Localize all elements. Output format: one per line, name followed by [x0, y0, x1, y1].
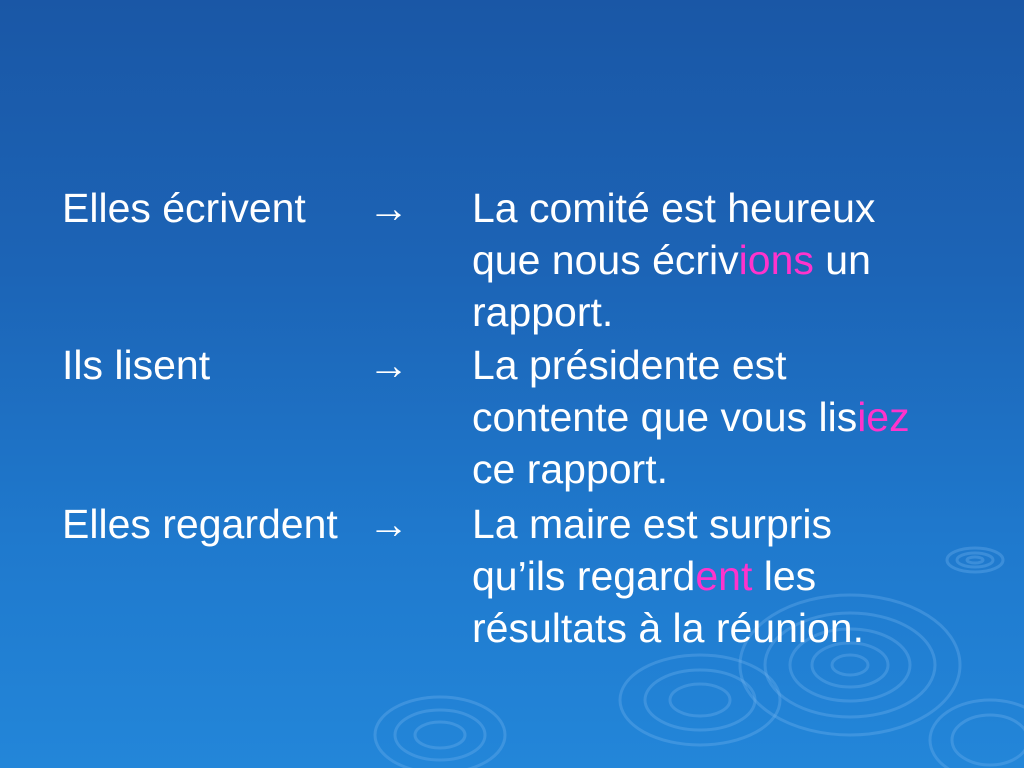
- sentence-text: qu’ils regard: [472, 553, 696, 599]
- sentence-text: résultats à la réunion.: [472, 605, 865, 651]
- sentence-line: [472, 182, 875, 234]
- arrow-icon: →: [368, 185, 409, 231]
- sentence-line: [472, 391, 910, 443]
- verb-ending-highlight: iez: [857, 394, 910, 440]
- sentence-line: [472, 443, 668, 495]
- sentence-line: [472, 286, 613, 338]
- sentence-text: contente que vous lis: [472, 394, 858, 440]
- sentence-text: les: [752, 553, 817, 599]
- sentence-text: La maire est surpris: [472, 501, 833, 547]
- sentence-line: [472, 550, 816, 602]
- sentence-text: que nous écriv: [472, 237, 739, 283]
- subject-elles-ecrivent: Elles écrivent: [62, 185, 306, 231]
- subject-elles-regardent: Elles regardent: [62, 501, 338, 547]
- arrow-icon: →: [368, 342, 409, 388]
- sentence-text: ce rapport.: [472, 446, 668, 492]
- sentence-line: [472, 339, 787, 391]
- sentence-line: [472, 602, 864, 654]
- sentence-text: La comité est heureux: [472, 185, 876, 231]
- sentence-text: un: [813, 237, 871, 283]
- sentence-line: [472, 234, 871, 286]
- sentence-text: rapport.: [472, 289, 614, 335]
- sentence-text: La présidente est: [472, 342, 787, 388]
- subject-ils-lisent: Ils lisent: [62, 342, 211, 388]
- arrow-icon: →: [368, 501, 409, 547]
- verb-ending-highlight: ent: [695, 553, 753, 599]
- verb-ending-highlight: ions: [738, 237, 814, 283]
- sentence-line: [472, 498, 832, 550]
